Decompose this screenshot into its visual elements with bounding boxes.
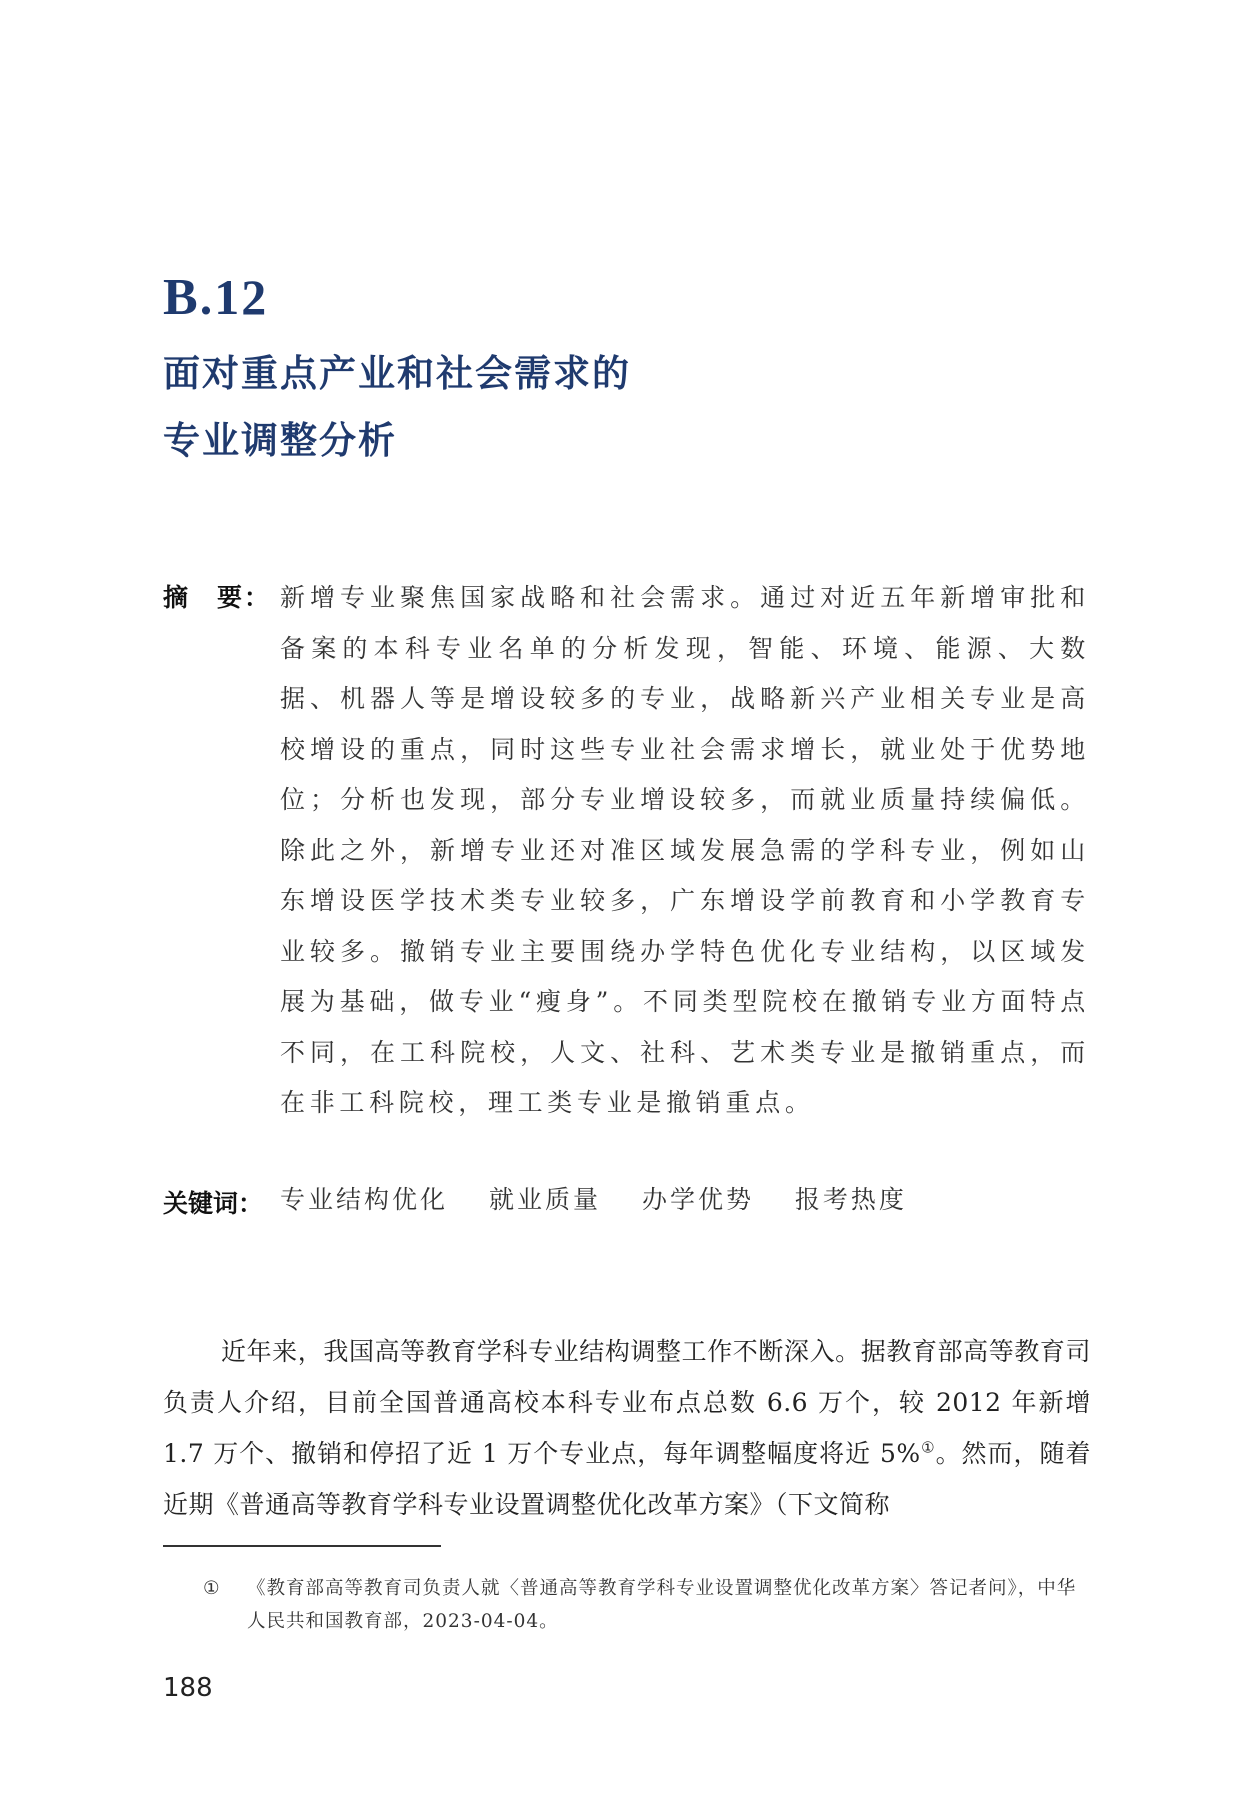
body-paragraph — [163, 1326, 1091, 1530]
footnote-number: ① — [203, 1578, 221, 1599]
page-number: 188 — [163, 1673, 213, 1703]
footnote-reference[interactable]: ① — [920, 1438, 936, 1457]
keywords-label: 关键词： — [163, 1189, 264, 1218]
abstract-text: 新增专业聚焦国家战略和社会需求。通过对近五年新增审批和备案的本科专业名单的分析发现，智能、环境、能源、大数据、机器人等是增设较多的专业，战略新兴产业相关专业是高校增设的重点，同时这些专业社会需求增长，就业处于优势地位；分析也发现，部分专业增设较多，而就业质量持续偏低。除此之外，新增专业还对准区域发展急需的学科专业，例如山东增设医学技术类专业较多，广东增设学前教育和小学教育专业较多。撤销专业主要围绕办学特色优化专业结构，以区域发展为基础，做专业“瘦身”。不同类型院校在撤销专业方面特点不同，在工科院校，人文、社科、艺术类专业是撤销重点，而在非工科院校，理工类专业是撤销重点。 — [280, 583, 1090, 1117]
keyword-item: 专业结构优化 — [280, 1185, 449, 1214]
chapter-code-number: .12 — [199, 269, 269, 325]
body-text-part2: 。然而，随着近期《普通高等教育学科专业设置调整优化改革方案》（下文简称 — [163, 1439, 1091, 1519]
chapter-code-prefix: B — [163, 269, 200, 326]
keywords-list — [280, 1180, 937, 1216]
abstract-label: 摘 要： — [163, 583, 272, 612]
chapter-title-line2: 专业调整分析 — [163, 419, 397, 462]
keyword-item: 就业质量 — [488, 1185, 601, 1214]
footnote-divider — [163, 1545, 441, 1547]
keyword-item: 办学优势 — [641, 1185, 754, 1214]
footnote-text: 《教育部高等教育司负责人就〈普通高等教育学科专业设置调整优化改革方案〉答记者问》，中华人民共和国教育部，2023-04-04。 — [247, 1578, 1077, 1632]
footnote — [203, 1572, 1093, 1638]
chapter-code — [163, 268, 268, 327]
body-text-part1: 近年来，我国高等教育学科专业结构调整工作不断深入。据教育部高等教育司负责人介绍，目前全国普通高校本科专业布点总数 6.6 万个，较 2012 年新增 1.7 万个、撤销和停招了近 1 万个专业点，每年调整幅度将近 5% — [163, 1337, 1091, 1468]
chapter-title-line1: 面对重点产业和社会需求的 — [163, 352, 631, 395]
keyword-item: 报考热度 — [794, 1185, 907, 1214]
